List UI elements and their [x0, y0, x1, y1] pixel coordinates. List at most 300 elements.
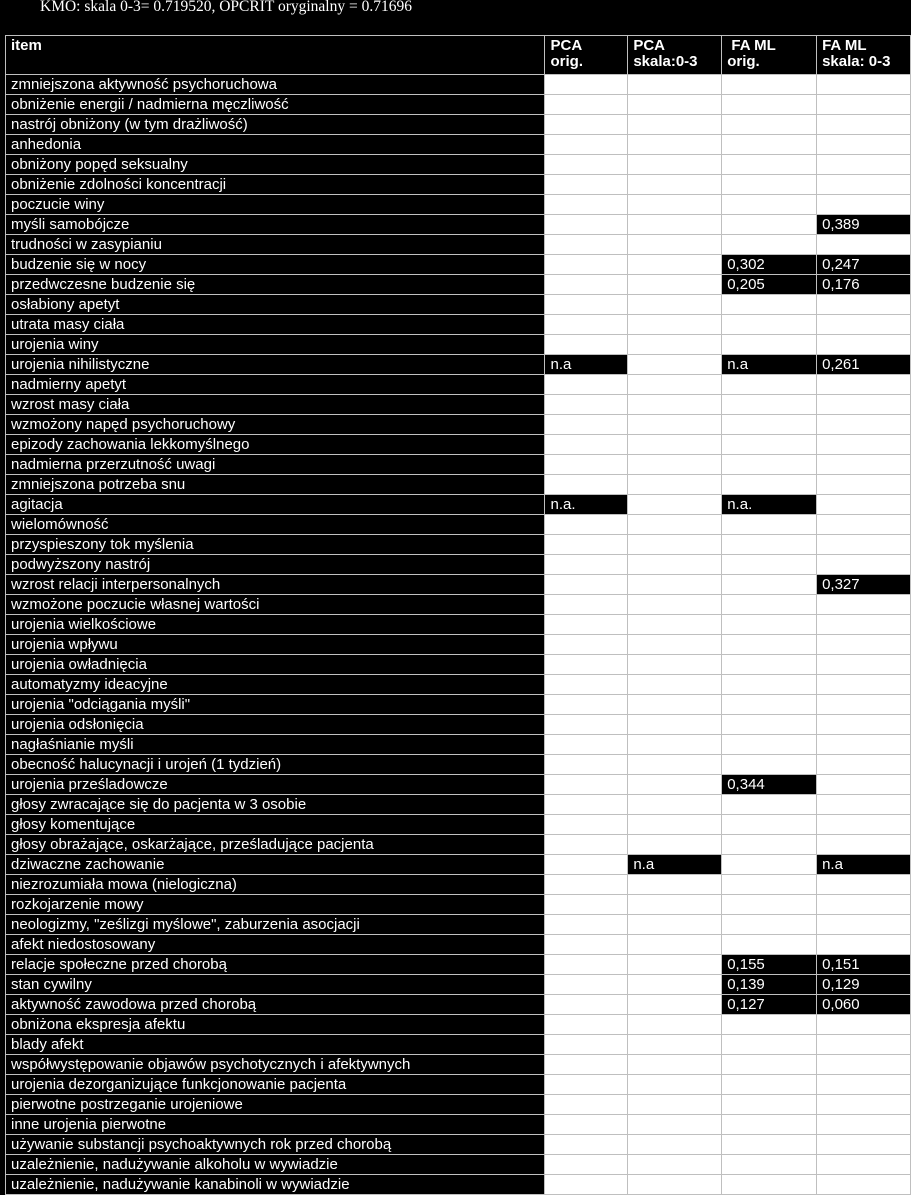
- loading-cell: 0,205: [722, 275, 817, 295]
- loading-cell: [817, 415, 911, 435]
- item-label: współwystępowanie objawów psychotycznych i afektywnych: [6, 1055, 545, 1075]
- item-label: anhedonia: [6, 135, 545, 155]
- table-row: [6, 435, 911, 455]
- table-row: [6, 615, 911, 635]
- loading-cell: [545, 915, 628, 935]
- table-row: [6, 415, 911, 435]
- loading-cell: [722, 115, 817, 135]
- loading-cell: [817, 195, 911, 215]
- loading-cell: [722, 655, 817, 675]
- loading-cell: [722, 755, 817, 775]
- loading-cell: [628, 1035, 722, 1055]
- table-row: [6, 295, 911, 315]
- table-row: [6, 1055, 911, 1075]
- loading-cell: [545, 475, 628, 495]
- loading-cell: [628, 1115, 722, 1135]
- loading-cell: [722, 1055, 817, 1075]
- loading-cell: [722, 855, 817, 875]
- loading-cell: 0,129: [817, 975, 911, 995]
- item-label: urojenia wielkościowe: [6, 615, 545, 635]
- loading-cell: [817, 615, 911, 635]
- table-row: [6, 495, 911, 515]
- loading-cell: [817, 135, 911, 155]
- loading-cell: [628, 1175, 722, 1195]
- loading-cell: [722, 1135, 817, 1155]
- loading-cell: [628, 775, 722, 795]
- loading-cell: [545, 795, 628, 815]
- item-label: wzmożony napęd psychoruchowy: [6, 415, 545, 435]
- table-row: [6, 635, 911, 655]
- item-label: nadmierny apetyt: [6, 375, 545, 395]
- loading-cell: [545, 1175, 628, 1195]
- loading-cell: [722, 555, 817, 575]
- loading-cell: [628, 795, 722, 815]
- loading-cell: [817, 175, 911, 195]
- loading-cell: [722, 815, 817, 835]
- loading-cell: [817, 395, 911, 415]
- loading-cell: [722, 795, 817, 815]
- header-line: skala:0-3: [633, 53, 698, 70]
- table-row: [6, 975, 911, 995]
- loading-cell: [545, 815, 628, 835]
- item-label: obniżenie zdolności koncentracji: [6, 175, 545, 195]
- loading-cell: [817, 755, 911, 775]
- loading-cell: [722, 435, 817, 455]
- loading-cell: [628, 515, 722, 535]
- item-label: podwyższony nastrój: [6, 555, 545, 575]
- loading-cell: 0,389: [817, 215, 911, 235]
- table-row: [6, 215, 911, 235]
- loading-cell: n.a: [722, 355, 817, 375]
- loading-cell: [817, 935, 911, 955]
- loading-cell: [628, 415, 722, 435]
- loading-cell: n.a.: [722, 495, 817, 515]
- item-label: osłabiony apetyt: [6, 295, 545, 315]
- item-label: myśli samobójcze: [6, 215, 545, 235]
- loading-cell: [545, 335, 628, 355]
- loading-cell: [628, 475, 722, 495]
- loading-cell: [722, 895, 817, 915]
- loading-cell: [817, 455, 911, 475]
- loading-cell: [817, 1135, 911, 1155]
- loading-cell: [545, 895, 628, 915]
- loading-cell: [628, 575, 722, 595]
- table-row: [6, 595, 911, 615]
- loading-cell: [628, 975, 722, 995]
- item-label: trudności w zasypianiu: [6, 235, 545, 255]
- table-row: [6, 515, 911, 535]
- loading-cell: [722, 635, 817, 655]
- item-label: urojenia owładnięcia: [6, 655, 545, 675]
- loading-cell: [545, 175, 628, 195]
- loading-cell: [817, 715, 911, 735]
- loading-cell: [817, 235, 911, 255]
- item-label: przyspieszony tok myślenia: [6, 535, 545, 555]
- loading-cell: [817, 735, 911, 755]
- loading-cell: 0,139: [722, 975, 817, 995]
- item-label: neologizmy, "ześlizgi myślowe", zaburzenia asocjacji: [6, 915, 545, 935]
- loading-cell: [722, 695, 817, 715]
- loading-cell: [545, 155, 628, 175]
- loading-cell: [628, 615, 722, 635]
- loading-cell: [545, 215, 628, 235]
- loading-cell: [545, 455, 628, 475]
- item-label: urojenia "odciągania myśli": [6, 695, 545, 715]
- table-row: [6, 175, 911, 195]
- loading-cell: [628, 275, 722, 295]
- loading-cell: [722, 1115, 817, 1135]
- loading-cell: [628, 355, 722, 375]
- loading-cell: [545, 315, 628, 335]
- table-row: [6, 775, 911, 795]
- header-faml-orig: [722, 36, 817, 75]
- table-row: [6, 335, 911, 355]
- loading-cell: [817, 335, 911, 355]
- table-row: [6, 935, 911, 955]
- item-label: inne urojenia pierwotne: [6, 1115, 545, 1135]
- loading-cell: [628, 115, 722, 135]
- item-label: dziwaczne zachowanie: [6, 855, 545, 875]
- header-line: FA ML: [727, 37, 776, 54]
- loading-cell: [628, 595, 722, 615]
- loading-cell: [628, 435, 722, 455]
- header-line: PCA: [550, 37, 583, 54]
- loading-cell: [817, 815, 911, 835]
- loading-cell: [722, 235, 817, 255]
- table-row: [6, 855, 911, 875]
- item-label: pierwotne postrzeganie urojeniowe: [6, 1095, 545, 1115]
- loading-cell: [628, 1055, 722, 1075]
- table-row: [6, 815, 911, 835]
- loading-cell: [817, 675, 911, 695]
- table-row: [6, 1075, 911, 1095]
- loading-cell: [817, 75, 911, 95]
- loading-cell: [817, 475, 911, 495]
- item-label: wielomówność: [6, 515, 545, 535]
- loading-cell: [722, 395, 817, 415]
- loading-cell: [722, 1175, 817, 1195]
- loading-cell: [545, 615, 628, 635]
- item-label: rozkojarzenie mowy: [6, 895, 545, 915]
- loading-cell: [628, 75, 722, 95]
- item-label: urojenia winy: [6, 335, 545, 355]
- item-label: urojenia prześladowcze: [6, 775, 545, 795]
- loading-cell: [628, 895, 722, 915]
- item-label: obecność halucynacji i urojeń (1 tydzień): [6, 755, 545, 775]
- item-label: relacje społeczne przed chorobą: [6, 955, 545, 975]
- loading-cell: [545, 1035, 628, 1055]
- loading-cell: [722, 675, 817, 695]
- table-row: [6, 1035, 911, 1055]
- loading-cell: [545, 775, 628, 795]
- loading-cell: [817, 835, 911, 855]
- loading-cell: [722, 475, 817, 495]
- loading-cell: [722, 915, 817, 935]
- table-row: [6, 1175, 911, 1195]
- loading-cell: 0,247: [817, 255, 911, 275]
- loading-cell: [628, 875, 722, 895]
- table-row: [6, 655, 911, 675]
- loading-cell: [722, 515, 817, 535]
- table-row: [6, 95, 911, 115]
- loading-cell: [545, 1095, 628, 1115]
- loading-cell: [628, 655, 722, 675]
- loading-cell: [545, 655, 628, 675]
- loading-cell: [817, 655, 911, 675]
- loading-cell: [545, 375, 628, 395]
- loading-cell: [628, 675, 722, 695]
- loading-cell: [628, 935, 722, 955]
- item-label: przedwczesne budzenie się: [6, 275, 545, 295]
- loading-cell: [722, 1015, 817, 1035]
- loading-cell: [628, 755, 722, 775]
- loading-cell: [545, 295, 628, 315]
- loading-cell: [817, 1175, 911, 1195]
- loading-cell: [628, 1075, 722, 1095]
- table-row: [6, 835, 911, 855]
- loading-cell: [628, 495, 722, 515]
- table-row: [6, 1135, 911, 1155]
- loading-cell: [722, 315, 817, 335]
- table-row: [6, 915, 911, 935]
- loading-cell: [628, 215, 722, 235]
- loading-cell: [628, 315, 722, 335]
- loading-cell: [722, 175, 817, 195]
- item-label: obniżenie energii / nadmierna męczliwość: [6, 95, 545, 115]
- item-label: wzmożone poczucie własnej wartości: [6, 595, 545, 615]
- item-label: zmniejszona aktywność psychoruchowa: [6, 75, 545, 95]
- loading-cell: [545, 275, 628, 295]
- loading-cell: [722, 135, 817, 155]
- loading-cell: [817, 915, 911, 935]
- header-item: item: [6, 36, 545, 75]
- loading-cell: [817, 875, 911, 895]
- item-label: nadmierna przerzutność uwagi: [6, 455, 545, 475]
- loading-cell: [628, 375, 722, 395]
- loading-cell: [545, 95, 628, 115]
- table-row: [6, 695, 911, 715]
- loading-cell: [545, 135, 628, 155]
- table-row: [6, 1115, 911, 1135]
- loading-cell: n.a.: [545, 495, 628, 515]
- loading-cell: [722, 455, 817, 475]
- table-row: [6, 735, 911, 755]
- loading-cell: [817, 1035, 911, 1055]
- loading-cell: [722, 575, 817, 595]
- item-label: głosy zwracające się do pacjenta w 3 osobie: [6, 795, 545, 815]
- loading-cell: [628, 535, 722, 555]
- loading-cell: [545, 75, 628, 95]
- loading-cell: [628, 1135, 722, 1155]
- loading-cell: [545, 855, 628, 875]
- loading-cell: [545, 935, 628, 955]
- header-line: orig.: [727, 53, 760, 70]
- loading-cell: [628, 815, 722, 835]
- loading-cell: [545, 535, 628, 555]
- item-label: nastrój obniżony (w tym drażliwość): [6, 115, 545, 135]
- table-row: [6, 395, 911, 415]
- loading-cell: [628, 255, 722, 275]
- loading-cell: [817, 315, 911, 335]
- table-row: [6, 555, 911, 575]
- item-label: zmniejszona potrzeba snu: [6, 475, 545, 495]
- table-row: [6, 275, 911, 295]
- loading-cell: [628, 335, 722, 355]
- loading-cell: [545, 1055, 628, 1075]
- loading-cell: n.a: [545, 355, 628, 375]
- loading-cell: [545, 235, 628, 255]
- loading-cell: [628, 635, 722, 655]
- table-row: [6, 115, 911, 135]
- loading-cell: [628, 95, 722, 115]
- table-row: [6, 535, 911, 555]
- table-row: [6, 155, 911, 175]
- table-row: [6, 1015, 911, 1035]
- item-label: blady afekt: [6, 1035, 545, 1055]
- loading-cell: [545, 995, 628, 1015]
- loading-cell: 0,060: [817, 995, 911, 1015]
- loading-cell: [817, 375, 911, 395]
- loading-cell: [628, 915, 722, 935]
- loading-cell: [817, 1015, 911, 1035]
- table-row: [6, 1095, 911, 1115]
- factor-loadings-table: [5, 35, 911, 1195]
- loading-cell: [722, 415, 817, 435]
- loading-cell: [545, 555, 628, 575]
- loading-cell: [722, 155, 817, 175]
- loading-cell: [628, 955, 722, 975]
- table-row: [6, 1155, 911, 1175]
- loading-cell: [545, 755, 628, 775]
- loading-cell: [722, 195, 817, 215]
- item-label: głosy obrażające, oskarżające, prześladujące pacjenta: [6, 835, 545, 855]
- loading-cell: [722, 535, 817, 555]
- loading-cell: [545, 1155, 628, 1175]
- loading-cell: [817, 895, 911, 915]
- loading-cell: [722, 875, 817, 895]
- header-pca-scale: [628, 36, 722, 75]
- loading-cell: [817, 435, 911, 455]
- item-label: obniżona ekspresja afektu: [6, 1015, 545, 1035]
- loading-cell: [628, 715, 722, 735]
- loading-cell: [545, 1115, 628, 1135]
- table-row: [6, 675, 911, 695]
- loading-cell: [722, 715, 817, 735]
- table-row: [6, 235, 911, 255]
- loading-cell: [628, 1015, 722, 1035]
- loading-cell: [817, 595, 911, 615]
- table-row: [6, 795, 911, 815]
- item-label: urojenia odsłonięcia: [6, 715, 545, 735]
- header-line: FA ML: [822, 37, 867, 54]
- loading-cell: [817, 495, 911, 515]
- loading-cell: [722, 1155, 817, 1175]
- loading-cell: [545, 835, 628, 855]
- loading-cell: [628, 1155, 722, 1175]
- loading-cell: [628, 1095, 722, 1115]
- loading-cell: [722, 375, 817, 395]
- loading-cell: [545, 395, 628, 415]
- header-faml-scale: [817, 36, 911, 75]
- loading-cell: [817, 1055, 911, 1075]
- item-label: urojenia dezorganizujące funkcjonowanie pacjenta: [6, 1075, 545, 1095]
- loading-cell: [628, 295, 722, 315]
- loading-cell: [628, 995, 722, 1015]
- loading-cell: [722, 215, 817, 235]
- item-label: uzależnienie, nadużywanie alkoholu w wywiadzie: [6, 1155, 545, 1175]
- loading-cell: [545, 735, 628, 755]
- loading-cell: [545, 595, 628, 615]
- table-row: [6, 135, 911, 155]
- loading-cell: n.a: [817, 855, 911, 875]
- loading-cell: [722, 835, 817, 855]
- item-label: obniżony popęd seksualny: [6, 155, 545, 175]
- loading-cell: [722, 615, 817, 635]
- loading-cell: [545, 1135, 628, 1155]
- loading-cell: [545, 195, 628, 215]
- loading-cell: [817, 1155, 911, 1175]
- loading-cell: [722, 295, 817, 315]
- table-row: [6, 715, 911, 735]
- loading-cell: [545, 635, 628, 655]
- loading-cell: [817, 795, 911, 815]
- loading-cell: [817, 95, 911, 115]
- item-label: wzrost masy ciała: [6, 395, 545, 415]
- loading-cell: 0,155: [722, 955, 817, 975]
- loading-cell: [628, 555, 722, 575]
- loading-cell: [628, 835, 722, 855]
- loading-cell: [545, 975, 628, 995]
- header-line: skala: 0-3: [822, 53, 891, 70]
- loading-cell: [628, 195, 722, 215]
- loading-cell: [722, 1075, 817, 1095]
- item-label: automatyzmy ideacyjne: [6, 675, 545, 695]
- item-label: utrata masy ciała: [6, 315, 545, 335]
- kmo-caption: KMO: skala 0-3= 0.719520, OPCRIT oryginalny = 0.71696: [40, 0, 412, 15]
- item-label: agitacja: [6, 495, 545, 515]
- table-row: [6, 955, 911, 975]
- item-label: epizody zachowania lekkomyślnego: [6, 435, 545, 455]
- loading-cell: [817, 515, 911, 535]
- loading-cell: [817, 115, 911, 135]
- item-label: uzależnienie, nadużywanie kanabinoli w wywiadzie: [6, 1175, 545, 1195]
- loading-cell: [545, 115, 628, 135]
- loading-cell: [545, 1015, 628, 1035]
- loading-cell: 0,127: [722, 995, 817, 1015]
- loading-cell: [545, 435, 628, 455]
- loading-cell: [722, 1035, 817, 1055]
- loading-cell: 0,151: [817, 955, 911, 975]
- loading-cell: [817, 555, 911, 575]
- table-row: [6, 315, 911, 335]
- item-label: budzenie się w nocy: [6, 255, 545, 275]
- table-row: [6, 995, 911, 1015]
- loading-cell: [817, 295, 911, 315]
- loading-cell: [722, 335, 817, 355]
- table-row: [6, 755, 911, 775]
- item-label: nagłaśnianie myśli: [6, 735, 545, 755]
- table-row: [6, 355, 911, 375]
- item-label: wzrost relacji interpersonalnych: [6, 575, 545, 595]
- table-row: [6, 255, 911, 275]
- loading-cell: [722, 95, 817, 115]
- item-label: poczucie winy: [6, 195, 545, 215]
- loading-cell: n.a: [628, 855, 722, 875]
- item-label: niezrozumiała mowa (nielogiczna): [6, 875, 545, 895]
- loading-cell: [628, 155, 722, 175]
- loading-cell: [817, 1095, 911, 1115]
- loading-cell: [628, 735, 722, 755]
